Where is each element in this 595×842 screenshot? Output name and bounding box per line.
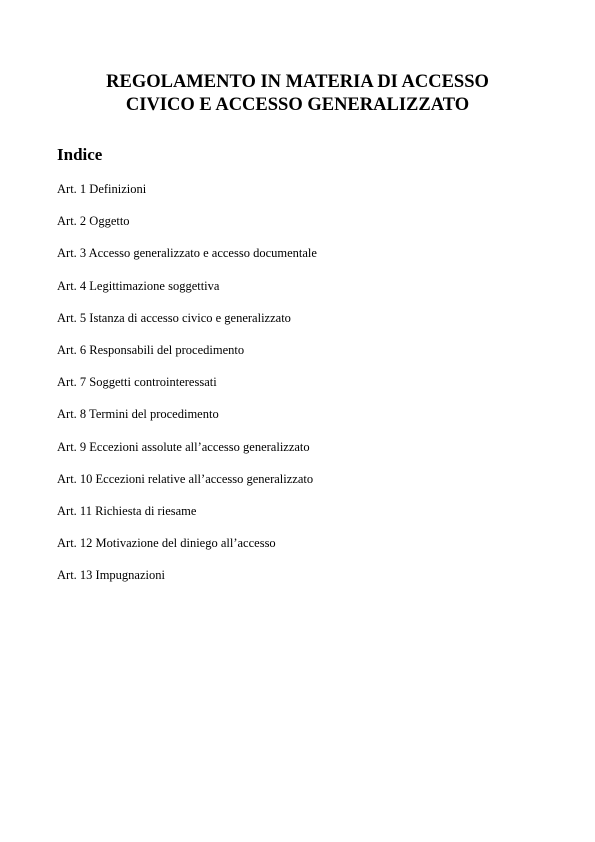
toc-item: Art. 7 Soggetti controinteressati	[57, 375, 217, 390]
toc-item: Art. 10 Eccezioni relative all’accesso generalizzato	[57, 471, 314, 486]
toc-item: Art. 9 Eccezioni assolute all’accesso generalizzato	[57, 439, 310, 454]
toc-item: Art. 3 Accesso generalizzato e accesso documentale	[57, 246, 317, 261]
toc-item: Art. 4 Legittimazione soggettiva	[57, 278, 220, 293]
document-title	[40, 71, 555, 117]
toc-item: Art. 8 Termini del procedimento	[57, 407, 219, 422]
toc-item: Art. 6 Responsabili del procedimento	[57, 342, 245, 357]
document-title-line-2: CIVICO E ACCESSO GENERALIZZATO	[125, 95, 470, 115]
toc-item: Art. 11 Richiesta di riesame	[57, 503, 197, 518]
index-heading: Indice	[57, 145, 103, 164]
table-of-contents	[57, 181, 317, 599]
toc-item: Art. 5 Istanza di accesso civico e generalizzato	[57, 310, 291, 325]
toc-item: Art. 13 Impugnazioni	[57, 568, 165, 583]
document-title-line-1: REGOLAMENTO IN MATERIA DI ACCESSO	[106, 72, 489, 92]
toc-item: Art. 12 Motivazione del diniego all’accesso	[57, 536, 276, 551]
toc-item: Art. 2 Oggetto	[57, 214, 130, 229]
toc-item: Art. 1 Definizioni	[57, 182, 147, 196]
